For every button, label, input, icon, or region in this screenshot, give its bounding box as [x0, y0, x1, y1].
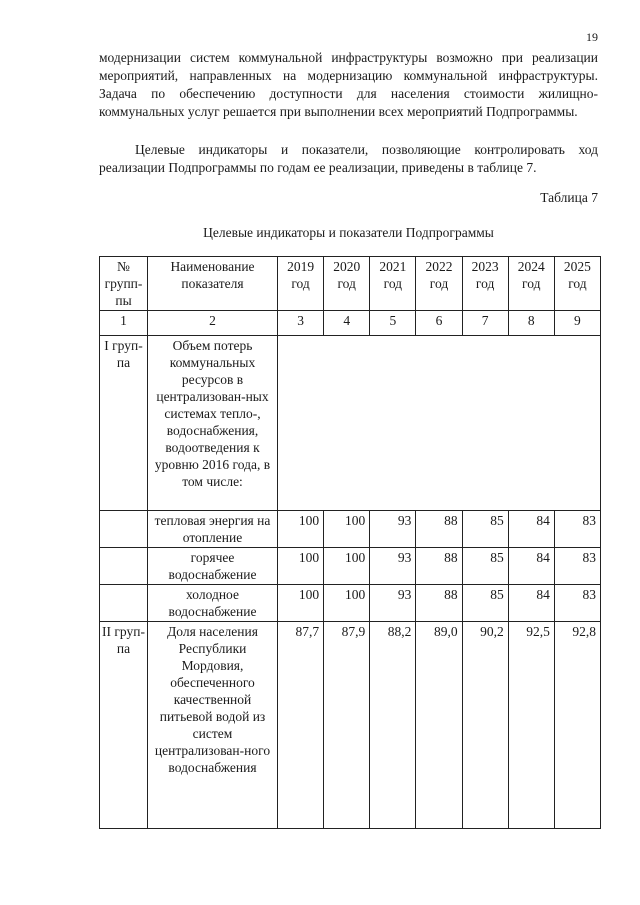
- group-label: II груп-па: [100, 622, 148, 829]
- value-cell: 100: [278, 511, 324, 548]
- value-cell: 84: [508, 585, 554, 622]
- value-cell: 87,7: [278, 622, 324, 829]
- value-cell: 83: [554, 585, 600, 622]
- paragraph-1: модернизации систем коммунальной инфраструктуры возможно при реализации мероприятий, направленных на модернизацию коммунальной инфраструктуры. Задача по обеспечению доступности для населения стоимости жилищно-коммунальных услуг решается при выполнении всех мероприятий Подпрограммы.: [99, 50, 598, 119]
- column-number: 1: [100, 311, 148, 336]
- column-number: 5: [370, 311, 416, 336]
- value-cell: 88: [416, 585, 462, 622]
- value-cell: 93: [370, 585, 416, 622]
- column-number: 8: [508, 311, 554, 336]
- column-number: 6: [416, 311, 462, 336]
- value-cell: 89,0: [416, 622, 462, 829]
- table-row: [100, 585, 601, 622]
- value-cell: 100: [324, 585, 370, 622]
- value-cell: 100: [324, 511, 370, 548]
- column-number: 9: [554, 311, 600, 336]
- value-cell: 100: [324, 548, 370, 585]
- indicator-name: горячее водоснабжение: [148, 548, 278, 585]
- empty-cell: [100, 585, 148, 622]
- table-row: [100, 511, 601, 548]
- value-cell: 87,9: [324, 622, 370, 829]
- empty-cell: [278, 336, 601, 511]
- table-caption: Таблица 7: [540, 190, 598, 205]
- value-cell: 85: [462, 548, 508, 585]
- header-year: 2023 год: [462, 257, 508, 311]
- indicator-name: тепловая энергия на отопление: [148, 511, 278, 548]
- header-year: 2022 год: [416, 257, 462, 311]
- header-year: 2020 год: [324, 257, 370, 311]
- header-name: Наименование показателя: [148, 257, 278, 311]
- value-cell: 83: [554, 548, 600, 585]
- column-number: 3: [278, 311, 324, 336]
- value-cell: 100: [278, 585, 324, 622]
- value-cell: 92,8: [554, 622, 600, 829]
- value-cell: 85: [462, 585, 508, 622]
- indicator-name: Доля населения Республики Мордовия, обеспеченного качественной питьевой водой из систем централизован-ного водоснабжения: [148, 622, 278, 829]
- header-group: № групп-пы: [100, 257, 148, 311]
- value-cell: 100: [278, 548, 324, 585]
- group-1-title: Объем потерь коммунальных ресурсов в централизован-ных системах тепло-, водоснабжения, водоотведения к уровню 2016 года, в том числе:: [148, 336, 278, 511]
- value-cell: 85: [462, 511, 508, 548]
- group-1-title-row: [100, 336, 601, 511]
- value-cell: 84: [508, 548, 554, 585]
- value-cell: 84: [508, 511, 554, 548]
- column-number: 4: [324, 311, 370, 336]
- header-year: 2025 год: [554, 257, 600, 311]
- indicators-table: [99, 256, 601, 829]
- table-header-row: [100, 257, 601, 311]
- header-year: 2021 год: [370, 257, 416, 311]
- value-cell: 93: [370, 511, 416, 548]
- value-cell: 88: [416, 511, 462, 548]
- column-numbers-row: [100, 311, 601, 336]
- header-year: 2024 год: [508, 257, 554, 311]
- value-cell: 90,2: [462, 622, 508, 829]
- empty-cell: [100, 548, 148, 585]
- page-number: 19: [586, 30, 598, 44]
- group-label: I груп-па: [100, 336, 148, 511]
- value-cell: 93: [370, 548, 416, 585]
- header-year: 2019 год: [278, 257, 324, 311]
- value-cell: 83: [554, 511, 600, 548]
- table-title: Целевые индикаторы и показатели Подпрограммы: [203, 225, 494, 240]
- column-number: 7: [462, 311, 508, 336]
- indicator-name: холодное водоснабжение: [148, 585, 278, 622]
- paragraph-2: Целевые индикаторы и показатели, позволяющие контролировать ход реализации Подпрограммы по годам ее реализации, приведены в таблице 7.: [99, 142, 598, 175]
- value-cell: 88,2: [370, 622, 416, 829]
- value-cell: 92,5: [508, 622, 554, 829]
- empty-cell: [100, 511, 148, 548]
- table-row: [100, 548, 601, 585]
- group-2-row: [100, 622, 601, 829]
- column-number: 2: [148, 311, 278, 336]
- value-cell: 88: [416, 548, 462, 585]
